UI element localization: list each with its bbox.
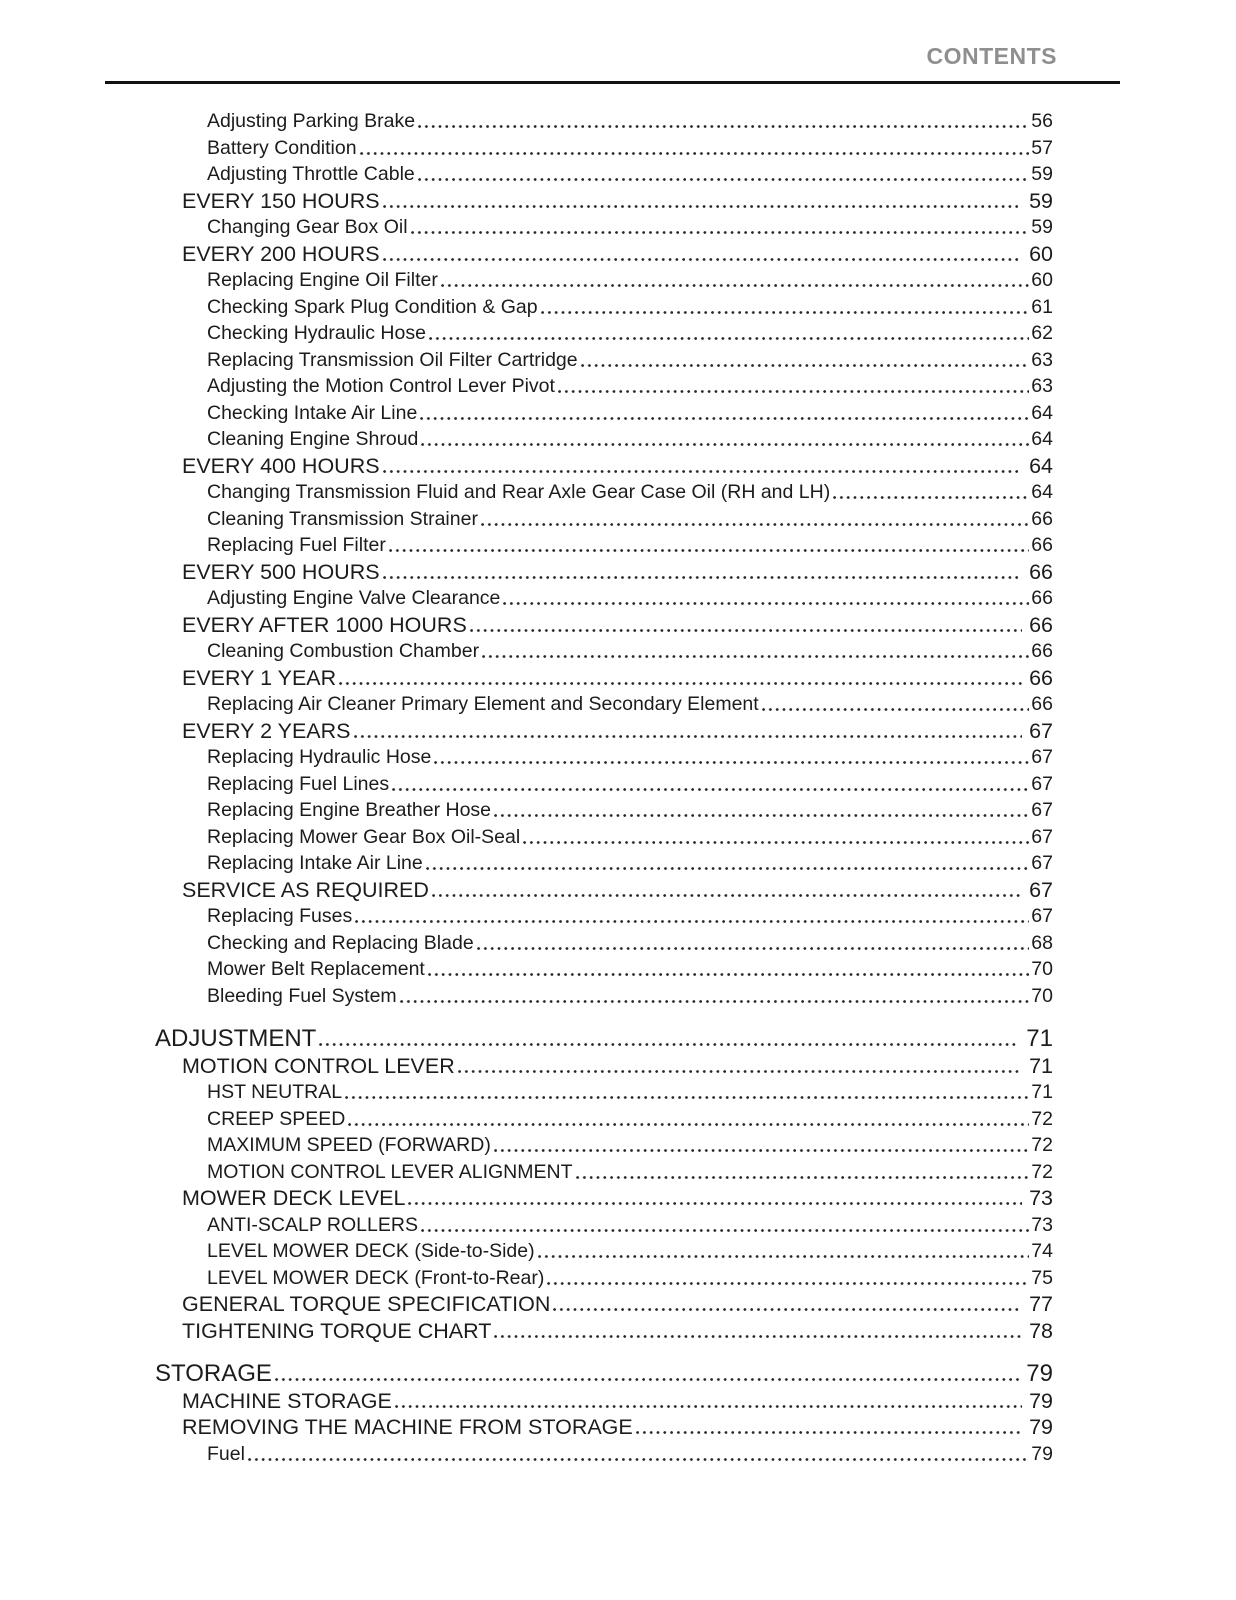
toc-entry	[182, 665, 1053, 692]
toc-entry-label: Mower Belt Replacement	[207, 958, 425, 980]
toc-entry-label: Cleaning Combustion Chamber	[207, 640, 480, 662]
page-header	[0, 0, 1236, 84]
dot-leader	[383, 258, 1023, 261]
toc-entry	[182, 1291, 1053, 1318]
toc-entry-label: SERVICE AS REQUIRED	[182, 877, 429, 902]
toc-entry-label: Replacing Transmission Oil Filter Cartridge	[207, 348, 578, 371]
toc-entry	[207, 1212, 1053, 1239]
dot-leader	[833, 496, 1029, 499]
toc-entry-label: Changing Transmission Fluid and Rear Axle Gear Case Oil (RH and LH)	[207, 481, 831, 503]
dot-leader	[581, 364, 1030, 367]
toc-entry-label: Battery Condition	[207, 136, 357, 159]
toc-entry-page: 67	[1031, 905, 1053, 927]
toc-entry	[207, 161, 1053, 188]
toc-entry-label: EVERY 1 YEAR	[182, 665, 337, 690]
toc-entry	[182, 1388, 1053, 1415]
dot-leader	[494, 1149, 1029, 1152]
dot-leader	[477, 947, 1030, 950]
toc-entry-label: LEVEL MOWER DECK (Side-to-Side)	[207, 1240, 535, 1262]
toc-entry-page: 66	[1031, 534, 1053, 556]
toc-entry	[155, 1361, 1053, 1388]
dot-leader	[418, 125, 1029, 128]
toc-entry	[207, 1441, 1053, 1468]
toc-entry-label: Checking Spark Plug Condition & Gap	[207, 295, 538, 318]
toc-entry-label: Adjusting Throttle Cable	[207, 163, 415, 185]
toc-entry	[207, 108, 1053, 135]
toc-entry-page: 72	[1031, 1134, 1053, 1156]
toc-entry	[207, 400, 1053, 427]
dot-leader	[541, 311, 1030, 314]
dot-leader	[345, 1096, 1029, 1099]
toc-entry	[182, 612, 1053, 639]
toc-entry	[207, 1238, 1053, 1265]
toc-entry-label: Replacing Engine Oil Filter	[207, 269, 438, 291]
toc-entry	[207, 691, 1053, 718]
toc-entry-label: Replacing Fuel Lines	[207, 772, 390, 795]
toc-entry	[207, 373, 1053, 400]
dot-leader	[408, 1202, 1022, 1205]
dot-leader	[420, 417, 1029, 420]
toc-entry-page: 59	[1031, 216, 1053, 238]
toc-entry-page: 77	[1029, 1292, 1053, 1316]
toc-entry-page: 67	[1031, 746, 1053, 768]
toc-entry-page: 66	[1029, 612, 1053, 637]
toc-entry	[207, 479, 1053, 506]
toc-entry	[207, 1265, 1053, 1292]
toc-entry	[207, 1159, 1053, 1186]
toc-entry-page: 67	[1031, 852, 1053, 874]
toc-entry-page: 74	[1031, 1240, 1053, 1262]
dot-leader	[547, 1282, 1029, 1285]
dot-leader	[275, 1378, 1019, 1381]
dot-leader	[432, 894, 1022, 897]
dot-leader	[470, 629, 1022, 632]
toc-entry-label: Replacing Air Cleaner Primary Element and Secondary Element	[207, 693, 759, 715]
dot-leader	[418, 178, 1030, 181]
toc-entry	[207, 532, 1053, 559]
toc-entry-label: STORAGE	[155, 1360, 272, 1387]
toc-entry-label: Replacing Intake Air Line	[207, 852, 423, 874]
toc-entry-page: 64	[1031, 428, 1053, 450]
toc-entry	[207, 426, 1053, 453]
dot-leader	[762, 708, 1030, 711]
toc-entry-page: 79	[1031, 1442, 1053, 1465]
dot-leader	[553, 1308, 1022, 1311]
dot-leader	[383, 205, 1023, 208]
toc-entry-page: 79	[1026, 1360, 1053, 1387]
toc-entry-label: GENERAL TORQUE SPECIFICATION	[182, 1292, 551, 1316]
toc-entry	[182, 559, 1053, 586]
toc-entry-label: Adjusting Parking Brake	[207, 110, 416, 132]
toc-entry	[207, 771, 1053, 798]
toc-entry-page: 73	[1031, 1213, 1053, 1236]
dot-leader	[355, 920, 1029, 923]
dot-leader	[494, 1335, 1022, 1338]
toc-entry-label: Cleaning Engine Shroud	[207, 428, 419, 450]
toc-entry-label: Replacing Hydraulic Hose	[207, 746, 432, 768]
toc-entry-label: Fuel	[207, 1442, 245, 1465]
toc-entry	[207, 744, 1053, 771]
toc-entry-page: 64	[1031, 401, 1053, 424]
dot-leader	[523, 841, 1029, 844]
toc-entry-page: 75	[1031, 1266, 1053, 1289]
toc-entry-label: LEVEL MOWER DECK (Front-to-Rear)	[207, 1266, 545, 1289]
toc-entry-page: 79	[1029, 1415, 1053, 1439]
toc-entry	[207, 824, 1053, 851]
dot-leader	[428, 973, 1029, 976]
toc-entry-page: 71	[1031, 1081, 1053, 1103]
toc-entry-page: 63	[1031, 348, 1053, 371]
toc-entry-page: 64	[1029, 453, 1053, 478]
dot-leader	[441, 284, 1029, 287]
toc-entry-page: 71	[1029, 1053, 1053, 1078]
toc-entry-page: 56	[1031, 110, 1053, 132]
dot-leader	[389, 549, 1029, 552]
toc-entry-label: Replacing Engine Breather Hose	[207, 799, 492, 821]
toc-entry-label: Checking Hydraulic Hose	[207, 322, 426, 344]
dot-leader	[636, 1431, 1022, 1434]
toc-entry-page: 62	[1031, 322, 1053, 344]
dot-leader	[558, 390, 1029, 393]
toc-entry-page: 67	[1031, 799, 1053, 821]
toc-entry-label: Cleaning Transmission Strainer	[207, 507, 478, 530]
dot-leader	[538, 1255, 1030, 1258]
toc-entry-page: 66	[1029, 559, 1053, 584]
toc-entry-label: MAXIMUM SPEED (FORWARD)	[207, 1134, 491, 1156]
toc-entry-label: ANTI-SCALP ROLLERS	[207, 1213, 418, 1236]
toc-entry-label: TIGHTENING TORQUE CHART	[182, 1318, 492, 1343]
dot-leader	[434, 761, 1029, 764]
toc-entry-label: EVERY 150 HOURS	[182, 188, 380, 213]
toc-entry	[207, 1106, 1053, 1133]
dot-leader	[458, 1070, 1022, 1073]
dot-leader	[421, 443, 1029, 446]
toc-entry-label: ADJUSTMENT	[155, 1025, 317, 1052]
dot-leader	[400, 1000, 1030, 1003]
toc-entry	[182, 1053, 1053, 1080]
toc-entry-page: 72	[1031, 1160, 1053, 1183]
dot-leader	[426, 867, 1030, 870]
toc-entry	[155, 1026, 1053, 1053]
toc-entry-page: 79	[1029, 1388, 1053, 1413]
dot-leader	[360, 152, 1030, 155]
toc-entry	[182, 1318, 1053, 1345]
toc-entry-label: Adjusting the Motion Control Lever Pivot	[207, 375, 555, 397]
toc-entry-label: EVERY 200 HOURS	[182, 241, 380, 266]
toc-entry-page: 61	[1031, 295, 1053, 318]
toc-entry-page: 73	[1029, 1186, 1053, 1210]
toc-entry-page: 63	[1031, 375, 1053, 397]
toc-entry-page: 66	[1031, 693, 1053, 715]
table-of-contents	[155, 108, 1053, 1467]
toc-entry-label: MOTION CONTROL LEVER ALIGNMENT	[207, 1160, 573, 1183]
toc-entry-page: 72	[1031, 1107, 1053, 1130]
toc-entry	[207, 506, 1053, 533]
toc-entry	[182, 1414, 1053, 1441]
dot-leader	[395, 1405, 1022, 1408]
toc-entry-page: 66	[1031, 587, 1053, 609]
toc-entry	[207, 135, 1053, 162]
toc-entry-page: 70	[1031, 984, 1053, 1007]
dot-leader	[383, 470, 1023, 473]
toc-entry-page: 60	[1031, 269, 1053, 291]
toc-entry-label: Changing Gear Box Oil	[207, 216, 408, 238]
toc-entry-page: 67	[1031, 772, 1053, 795]
toc-entry-label: MACHINE STORAGE	[182, 1388, 392, 1413]
toc-entry-page: 66	[1031, 507, 1053, 530]
toc-entry-page: 78	[1029, 1318, 1053, 1343]
toc-entry	[207, 1079, 1053, 1106]
toc-entry-label: Adjusting Engine Valve Clearance	[207, 587, 501, 609]
dot-leader	[482, 655, 1029, 658]
toc-entry	[182, 877, 1053, 904]
toc-entry-page: 67	[1029, 718, 1053, 743]
toc-entry-label: REMOVING THE MACHINE FROM STORAGE	[182, 1415, 633, 1439]
toc-entry-page: 67	[1031, 825, 1053, 848]
toc-entry-label: EVERY 2 YEARS	[182, 718, 351, 743]
toc-entry-page: 57	[1031, 136, 1053, 159]
dot-leader	[392, 788, 1029, 791]
toc-entry-page: 66	[1029, 665, 1053, 690]
toc-entry	[182, 1185, 1053, 1212]
toc-entry-page: 59	[1031, 163, 1053, 185]
toc-entry-label: CREEP SPEED	[207, 1107, 346, 1130]
toc-entry	[207, 585, 1053, 612]
toc-entry	[207, 320, 1053, 347]
toc-entry-label: EVERY 400 HOURS	[182, 453, 380, 478]
toc-entry-label: Replacing Fuel Filter	[207, 534, 386, 556]
dot-leader	[354, 735, 1023, 738]
toc-entry	[182, 188, 1053, 215]
page-title: CONTENTS	[926, 43, 1057, 69]
toc-entry-page: 71	[1026, 1025, 1053, 1052]
toc-entry-label: Replacing Mower Gear Box Oil-Seal	[207, 825, 521, 848]
dot-leader	[576, 1176, 1030, 1179]
toc-entry	[182, 718, 1053, 745]
dot-leader	[383, 576, 1023, 579]
toc-entry	[182, 241, 1053, 268]
toc-entry	[207, 214, 1053, 241]
dot-leader	[339, 682, 1022, 685]
toc-entry-page: 66	[1031, 640, 1053, 662]
toc-entry-label: Checking Intake Air Line	[207, 401, 418, 424]
toc-entry	[182, 453, 1053, 480]
toc-entry-label: HST NEUTRAL	[207, 1081, 343, 1103]
header-divider	[105, 81, 1120, 84]
dot-leader	[348, 1123, 1029, 1126]
toc-entry-label: EVERY AFTER 1000 HOURS	[182, 612, 467, 637]
toc-entry	[207, 797, 1053, 824]
dot-leader	[319, 1043, 1019, 1046]
dot-leader	[421, 1229, 1029, 1232]
toc-entry-label: Bleeding Fuel System	[207, 984, 397, 1007]
toc-entry	[207, 903, 1053, 930]
toc-entry-page: 64	[1031, 481, 1053, 503]
toc-entry	[207, 930, 1053, 957]
toc-entry	[207, 267, 1053, 294]
toc-entry-page: 70	[1031, 958, 1053, 980]
dot-leader	[481, 523, 1029, 526]
toc-entry-label: Checking and Replacing Blade	[207, 931, 474, 954]
toc-entry-label: MOWER DECK LEVEL	[182, 1186, 406, 1210]
toc-entry-page: 59	[1029, 188, 1053, 213]
toc-entry-label: MOTION CONTROL LEVER	[182, 1053, 455, 1078]
toc-entry	[207, 983, 1053, 1010]
dot-leader	[429, 337, 1029, 340]
toc-entry	[207, 850, 1053, 877]
toc-entry-label: Replacing Fuses	[207, 905, 353, 927]
toc-entry	[207, 1132, 1053, 1159]
toc-entry-page: 68	[1031, 931, 1053, 954]
toc-entry	[207, 638, 1053, 665]
dot-leader	[411, 231, 1030, 234]
dot-leader	[503, 602, 1029, 605]
toc-entry	[207, 294, 1053, 321]
toc-entry-page: 67	[1029, 877, 1053, 902]
toc-entry	[207, 956, 1053, 983]
dot-leader	[494, 814, 1029, 817]
toc-entry	[207, 347, 1053, 374]
dot-leader	[248, 1458, 1029, 1461]
toc-entry-page: 60	[1029, 241, 1053, 266]
toc-entry-label: EVERY 500 HOURS	[182, 559, 380, 584]
